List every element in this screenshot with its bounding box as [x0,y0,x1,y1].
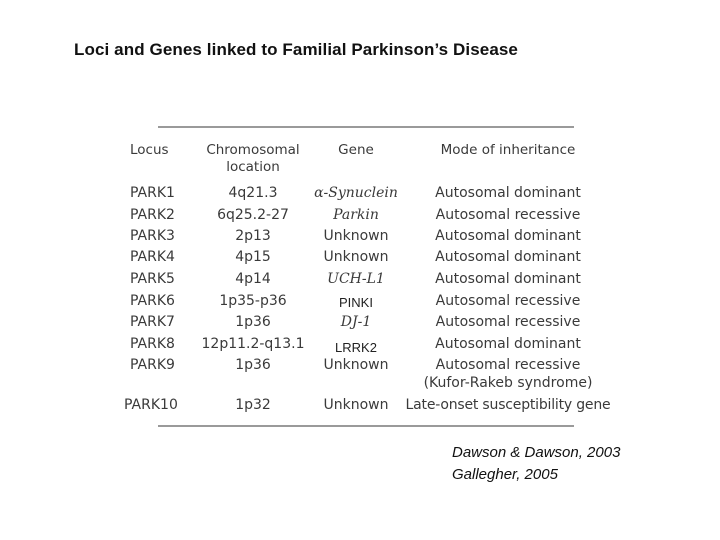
page-title: Loci and Genes linked to Familial Parkinson’s Disease [74,40,518,59]
table-row-gene: Unknown [323,249,389,265]
table-row-mode: Autosomal recessive [435,293,581,309]
table-row-gene: UCH-L1 [327,271,385,287]
table-row-chrom: 12p11.2-q13.1 [201,336,305,352]
table-row-locus: PARK1 [130,185,175,201]
table-row-locus: PARK7 [130,314,175,330]
table-row-chrom: 2p13 [235,228,271,244]
table-row-mode: Autosomal dominant [435,228,581,244]
header-chromosomal-line1: Chromosomal [206,142,300,158]
table-row-mode: Autosomal dominant [435,336,581,352]
table-row-locus: PARK8 [130,336,175,352]
table-row-chrom: 4q21.3 [228,185,278,201]
table-row-gene: Parkin [333,207,379,223]
table-row-locus: PARK3 [130,228,175,244]
table-row-chrom: 6q25.2-27 [217,207,289,223]
table-row-chrom: 1p36 [235,357,271,373]
table-row-locus: PARK4 [130,249,175,265]
header-mode-of-inheritance: Mode of inheritance [440,142,576,158]
table-row-mode: Late-onset susceptibility gene [405,397,611,413]
table-bottom-rule [158,425,574,427]
table-row-gene: Unknown [323,228,389,244]
table-row-chrom: 1p32 [235,397,271,413]
table-row-chrom: 1p36 [235,314,271,330]
table-row-gene: Unknown [323,397,389,413]
table-row-gene: PINKI [339,295,373,310]
header-chromosomal-location [194,142,312,176]
table-row-chrom: 4p15 [235,249,271,265]
citation-line: Dawson & Dawson, 2003 [452,444,621,461]
citation-block [452,442,620,486]
table-row-gene: DJ-1 [340,314,372,330]
table-row-mode: Autosomal dominant [435,271,581,287]
table-top-rule [158,126,574,128]
table-row-mode: Autosomal recessive [435,207,581,223]
table-row-locus: PARK9 [130,357,175,373]
table-row-locus: PARK6 [130,293,175,309]
table-row-locus: PARK2 [130,207,175,223]
table-row-chrom: 1p35-p36 [219,293,287,309]
table-row-mode: Autosomal recessive [435,357,581,373]
table-row-chrom: 4p14 [235,271,271,287]
header-chromosomal-line2: location [226,159,280,175]
citation-line: Gallegher, 2005 [452,466,558,483]
table-row-mode: Autosomal recessive [435,314,581,330]
table-row-locus: PARK5 [130,271,175,287]
table-row-gene: LRRK2 [335,340,377,355]
table-row-locus: PARK10 [124,397,178,413]
table-row-mode: Autosomal dominant [435,185,581,201]
table-row-gene: Unknown [323,357,389,373]
table-row-gene: α-Synuclein [314,185,398,201]
table-row-mode: Autosomal dominant [435,249,581,265]
header-gene: Gene [338,142,374,158]
header-locus: Locus [130,142,169,158]
table-row-mode-line2: (Kufor-Rakeb syndrome) [423,375,593,391]
